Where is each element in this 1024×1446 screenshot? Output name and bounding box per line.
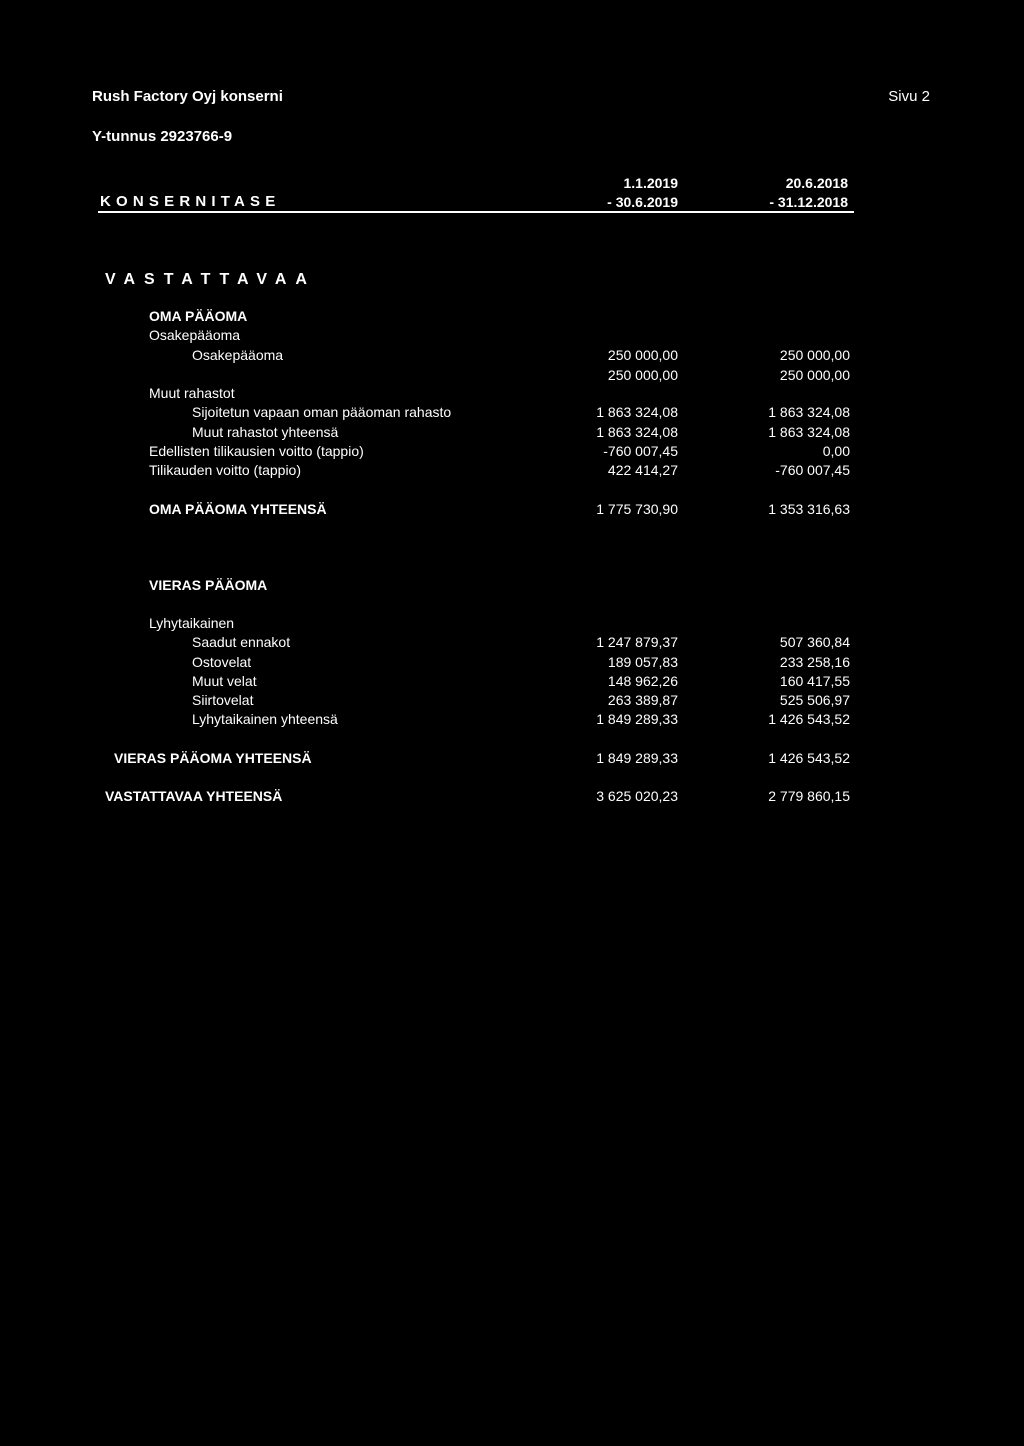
other-reserves-total-label: Muut rahastot yhteensä xyxy=(192,424,339,440)
period1-start: 1.1.2019 xyxy=(623,175,678,191)
share-capital-group-label: Osakepääoma xyxy=(149,327,241,343)
share-capital-value-1: 250 000,00 xyxy=(607,347,678,363)
page-number: Sivu 2 xyxy=(888,88,930,105)
retained-earnings-label: Edellisten tilikausien voitto (tappio) xyxy=(149,443,364,459)
accrued-liabilities-value-2: 525 506,97 xyxy=(779,692,850,708)
accrued-liabilities-value-1: 263 389,87 xyxy=(607,692,678,708)
period1-end: - 30.6.2019 xyxy=(607,194,678,210)
other-reserves-total-1: 1 863 324,08 xyxy=(596,424,678,440)
other-reserves-group-label: Muut rahastot xyxy=(149,385,235,401)
equity-heading: OMA PÄÄOMA xyxy=(149,308,248,324)
current-liabilities-group-label: Lyhytaikainen xyxy=(149,615,235,631)
equity-total-value-1: 1 775 730,90 xyxy=(596,501,678,517)
liabilities-total-value-2: 1 426 543,52 xyxy=(768,750,850,766)
liabilities-total-label: VIERAS PÄÄOMA YHTEENSÄ xyxy=(114,750,312,766)
accrued-liabilities-label: Siirtovelat xyxy=(192,692,254,708)
share-capital-total-1: 250 000,00 xyxy=(607,367,678,383)
business-id: Y-tunnus 2923766-9 xyxy=(92,128,233,145)
other-reserves-total-2: 1 863 324,08 xyxy=(768,424,850,440)
trade-payables-label: Ostovelat xyxy=(192,654,252,670)
equity-total-value-2: 1 353 316,63 xyxy=(768,501,850,517)
invested-equity-label: Sijoitetun vapaan oman pääoman rahasto xyxy=(192,404,452,420)
current-liabilities-total-1: 1 849 289,33 xyxy=(596,711,678,727)
company-name: Rush Factory Oyj konserni xyxy=(92,88,283,105)
liabilities-heading: VIERAS PÄÄOMA xyxy=(149,577,268,593)
period2-start: 20.6.2018 xyxy=(785,175,848,191)
statement-title: KONSERNITASE xyxy=(100,193,281,210)
trade-payables-value-2: 233 258,16 xyxy=(779,654,850,670)
grand-total-label: VASTATTAVAA YHTEENSÄ xyxy=(105,788,283,804)
period-result-value-2: -760 007,45 xyxy=(775,462,850,478)
other-liabilities-value-1: 148 962,26 xyxy=(607,673,678,689)
liabilities-total-value-1: 1 849 289,33 xyxy=(596,750,678,766)
other-liabilities-label: Muut velat xyxy=(192,673,257,689)
current-liabilities-total-2: 1 426 543,52 xyxy=(768,711,850,727)
period-result-value-1: 422 414,27 xyxy=(607,462,678,478)
advances-received-label: Saadut ennakot xyxy=(192,634,291,650)
retained-earnings-value-2: 0,00 xyxy=(822,443,850,459)
section-title: VASTATTAVAA xyxy=(105,271,316,288)
equity-total-label: OMA PÄÄOMA YHTEENSÄ xyxy=(149,501,327,517)
period2-end: - 31.12.2018 xyxy=(769,194,848,210)
share-capital-value-2: 250 000,00 xyxy=(779,347,850,363)
period-result-label: Tilikauden voitto (tappio) xyxy=(149,462,302,478)
retained-earnings-value-1: -760 007,45 xyxy=(603,443,678,459)
invested-equity-value-1: 1 863 324,08 xyxy=(596,404,678,420)
header-divider xyxy=(98,211,854,213)
grand-total-value-2: 2 779 860,15 xyxy=(768,788,850,804)
trade-payables-value-1: 189 057,83 xyxy=(607,654,678,670)
current-liabilities-total-label: Lyhytaikainen yhteensä xyxy=(192,711,338,727)
invested-equity-value-2: 1 863 324,08 xyxy=(768,404,850,420)
grand-total-value-1: 3 625 020,23 xyxy=(596,788,678,804)
share-capital-label: Osakepääoma xyxy=(192,347,284,363)
advances-received-value-2: 507 360,84 xyxy=(779,634,850,650)
advances-received-value-1: 1 247 879,37 xyxy=(596,634,678,650)
share-capital-total-2: 250 000,00 xyxy=(779,367,850,383)
other-liabilities-value-2: 160 417,55 xyxy=(779,673,850,689)
